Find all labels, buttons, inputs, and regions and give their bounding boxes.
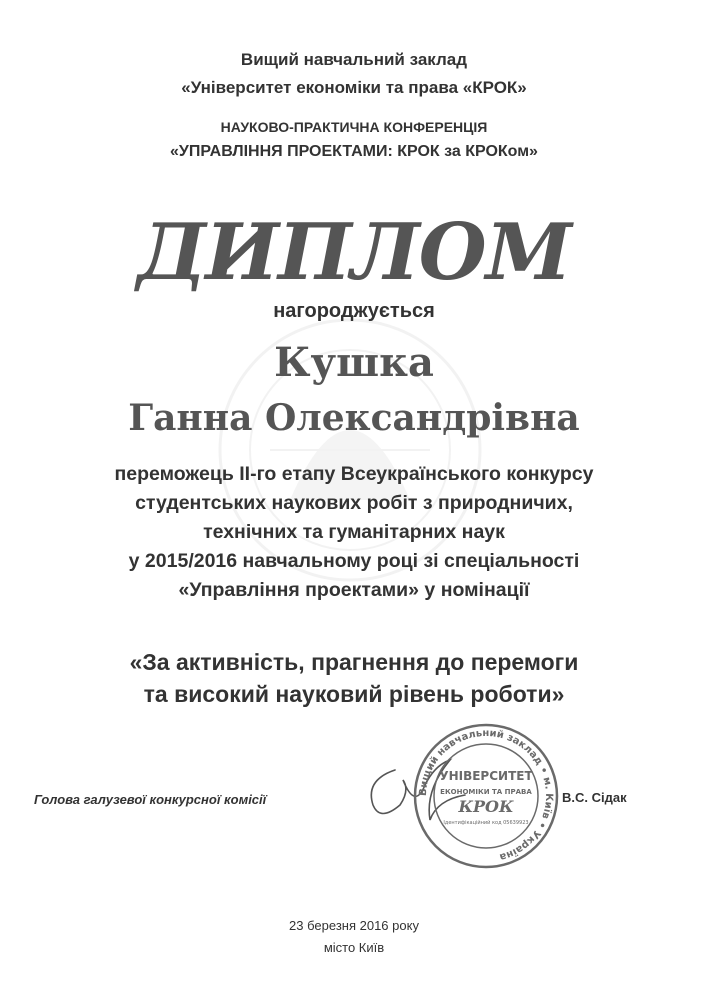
issue-date: 23 березня 2016 року [289, 918, 419, 933]
diploma-title: ДИПЛОМ [136, 207, 571, 298]
recipient-surname: Кушка [274, 339, 434, 386]
institution-line-1: Вищий навчальний заклад [240, 50, 468, 69]
awarded-text: нагороджується [273, 300, 435, 322]
signature-label: Голова галузевої конкурсної комісії [34, 792, 267, 807]
stamp-outer-text: Вищий навчальний заклад • м. Київ • Україна [417, 727, 555, 863]
description-line: «Управління проектами» у номінації [178, 579, 530, 601]
issue-city: місто Київ [323, 940, 385, 955]
description-line: технічних та гуманітарних наук [203, 521, 505, 543]
award-description [0, 460, 708, 605]
nomination-line: та високий науковий рівень роботи» [143, 681, 565, 707]
conference-line-2: «УПРАВЛІННЯ ПРОЕКТАМИ: КРОК за КРОКом» [170, 143, 538, 160]
institution-line-2: «Університет економіки та права «КРОК» [181, 78, 527, 97]
description-line: студентських наукових робіт з природничих, [135, 492, 573, 514]
nomination-line: «За активність, прагнення до перемоги [129, 649, 579, 675]
description-line: у 2015/2016 навчальному році зі спеціальності [128, 550, 580, 572]
official-stamp [412, 722, 560, 870]
description-line: переможець II-го етапу Всеукраїнського конкурсу [114, 463, 594, 485]
stamp-center-line-3: КРОК [458, 797, 514, 816]
stamp-code: Ідентифікаційний код 05639923 [443, 820, 529, 826]
signatory-name: В.С. Сідак [562, 790, 627, 805]
conference-line-1: НАУКОВО-ПРАКТИЧНА КОНФЕРЕНЦІЯ [220, 119, 488, 135]
recipient-name: Ганна Олександрівна [128, 397, 580, 439]
stamp-center-line-2: ЕКОНОМІКИ ТА ПРАВА [440, 788, 532, 796]
stamp-center-line-1: УНІВЕРСИТЕТ [439, 769, 533, 783]
nomination [0, 646, 708, 710]
